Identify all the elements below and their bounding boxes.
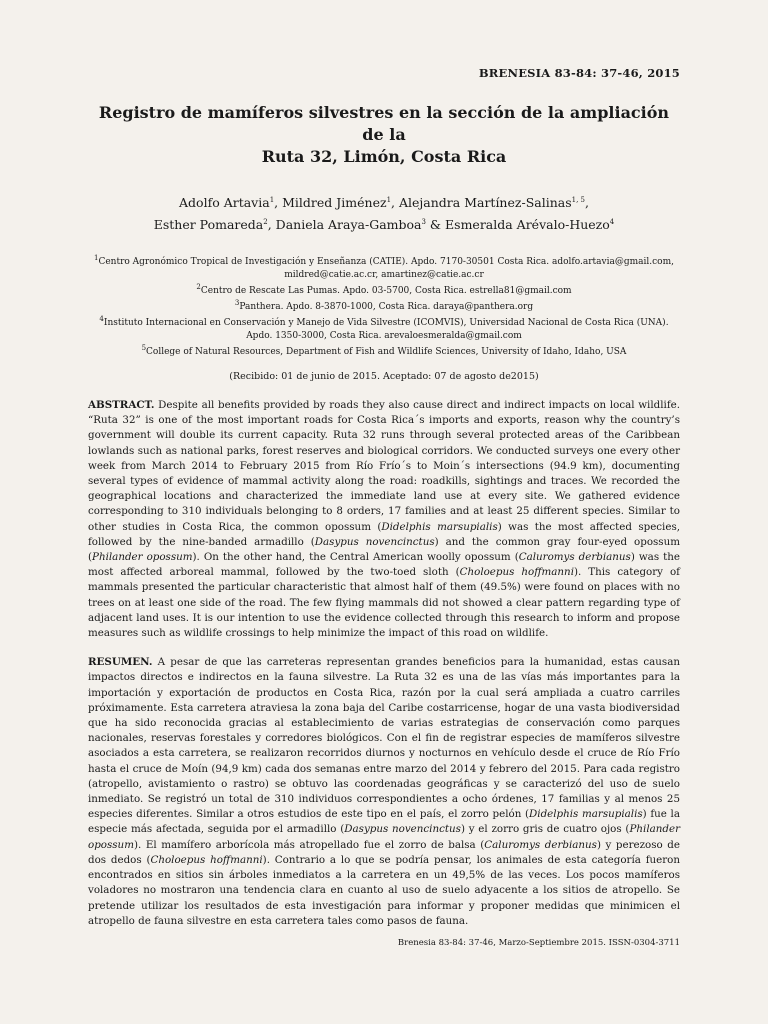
species-name: Caluromys derbianus xyxy=(518,551,631,564)
affiliation: $^1$Centro Agronómico Tropical de Investigación y Enseñanza (CATIE). Apdo. 7170-30501 Costa Rica. adolfo.artavia@gmail.com, mildred@catie.ac.cr, amartinez@catie.ac.cr xyxy=(94,254,674,280)
text-run: ). On the other hand, the Central American woolly opossum ( xyxy=(192,551,519,564)
article-title xyxy=(88,102,680,168)
author-list xyxy=(88,192,680,236)
abstract-label: ABSTRACT. xyxy=(88,399,155,411)
author: Adolfo Artavia$^1$, xyxy=(179,195,283,210)
species-name: Caluromys derbianus xyxy=(484,838,597,851)
received-accepted-dates: (Recibido: 01 de junio de 2015. Aceptado: 07 de agosto de2015) xyxy=(229,371,539,382)
author: Daniela Araya-Gamboa$^3$ & xyxy=(275,217,446,232)
text-run: ) fue la especie más afectada, seguida por el armadillo ( xyxy=(88,808,680,836)
text-run: ). Contrario a lo que se podría pensar, los animales de esta categoría fueron encontrados en sitios sin árboles inmediatos a la carretera en un 49,5% de las veces. Los pocos mamíferos voladores no mostraron una tendencia clara en cuanto al uso de suelo adyacente a los sitios de atropello. Se pretende utilizar los resultados de esta investigación para informar y proponer medidas que minimicen el atropello de fauna silvestre en esta carretera tales como pasos de fauna. xyxy=(88,853,680,927)
affiliation: $^4$Instituto Internacional en Conservación y Manejo de Vida Silvestre (ICOMVIS), Universidad Nacional de Costa Rica (UNA). Apdo. 1350-3000, Costa Rica. arevaloesmeralda@gmail.com xyxy=(99,315,669,341)
affiliation: $^2$Centro de Rescate Las Pumas. Apdo. 03-5700, Costa Rica. estrella81@gmail.com xyxy=(196,283,572,296)
species-name: Dasypus novencinctus xyxy=(344,823,461,836)
affiliation: $^5$College of Natural Resources, Department of Fish and Wildlife Sciences, University of Idaho, Idaho, USA xyxy=(141,344,627,357)
species-name: Philander opossum xyxy=(92,551,193,564)
abstract-body xyxy=(88,399,680,639)
text-run: ). This category of mammals presented the particular characteristic that almost half of them (49.5%) were found on places with no trees on at least one side of the road. The few flying mammals did not showed a clear pattern regarding type of adjacent land uses. It is our intention to use the evidence collected through this research to inform and propose measures such as wildlife crossings to help minimize the impact of this road on wildlife. xyxy=(88,566,680,640)
page-footer: Brenesia 83-84: 37-46, Marzo-Septiembre 2015. ISSN-0304-3711 xyxy=(397,938,680,948)
species-name: Choloepus hoffmanni xyxy=(459,566,574,579)
author: Esther Pomareda$^2$, xyxy=(153,217,276,232)
species-name: Didelphis marsupialis xyxy=(529,808,643,821)
species-name: Choloepus hoffmanni xyxy=(150,853,263,866)
text-run: ). El mamífero arborícola más atropellado fue el zorro de balsa ( xyxy=(133,838,485,851)
species-name: Dasypus novencinctus xyxy=(314,535,435,548)
author: Esmeralda Arévalo-Huezo$^4$ xyxy=(445,217,615,232)
article-title-line-2: Ruta 32, Limón, Costa Rica xyxy=(261,147,507,166)
text-run: ) y el zorro gris de cuatro ojos ( xyxy=(460,823,630,836)
author: Mildred Jiménez$^1$, xyxy=(282,195,399,210)
affiliation: $^3$Panthera. Apdo. 8-3870-1000, Costa Rica. daraya@panthera.org xyxy=(234,299,534,312)
species-name: Didelphis marsupialis xyxy=(381,520,498,533)
species-name: Philander opossum xyxy=(88,823,680,851)
journal-reference: BRENESIA 83-84: 37-46, 2015 xyxy=(478,66,680,80)
text-run: ) was the most affected species, followed by the nine-banded armadillo ( xyxy=(88,520,681,548)
resumen-body xyxy=(88,656,680,926)
text-run: A pesar de que las carreteras representan grandes beneficios para la humanidad, estas causan impactos directos e indirectos en la fauna silvestre. La Ruta 32 es una de las vías más importantes para la importación y exportación de productos en Costa Rica, razón por la cual será ampliada a cuatro carriles próximamente. Esta carretera atraviesa la zona baja del Caribe costarricense, hogar de una vasta biodiversidad que ha sido reconocida gracias al establecimiento de varias estrategias de conservación como parques nacionales, reservas forestales y corredores biológicos. Con el fin de registrar especies de mamíferos silvestre asociados a esta carretera, se realizaron recorridos diurnos y nocturnos en vehículo desde el cruce de Río Frío hasta el cruce de Moín (94,9 km) cada dos semanas entre marzo del 2014 y febrero del 2015. Para cada registro (atropello, avistamiento o rastro) se obtuvo las coordenadas geográficas y se caracterizó del uso de suelo inmediato. Se registró un total de 310 individuos correspondientes a ocho órdenes, 17 familias y al menos 25 especies diferentes. Similar a otros estudios de este tipo en el país, el zorro pelón ( xyxy=(88,656,680,821)
text-run: ) y perezoso de dos dedos ( xyxy=(88,838,680,866)
resumen-label: RESUMEN. xyxy=(88,656,153,669)
author: Alejandra Martínez-Salinas$^{1, 5}$, xyxy=(398,195,589,210)
text-run: ) and the common gray four-eyed opossum ( xyxy=(88,535,680,564)
text-run: Despite all benefits provided by roads they also cause direct and indirect impacts on local wildlife. “Ruta 32” is one of the most important roads for Costa Rica´s imports and exports, reason why the country’s government will double its current capacity. Ruta 32 runs through several protected areas of the Caribbean lowlands such as national parks, forest reserves and biological corridors. We conducted surveys one every other week from March 2014 to February 2015 from Río Frío´s to Moin´s intersections (94.9 km), documenting several types of evidence of mammal activity along the road: roadkills, sightings and traces. We recorded the geographical locations and characterized the immediate land use at every site. We gathered evidence corresponding to 310 individuals belonging to 8 orders, 17 families and at least 25 different species. Similar to other studies in Costa Rica, the common opossum ( xyxy=(88,399,680,533)
abstract-paragraph xyxy=(88,398,680,641)
text-run: ) was the most affected arboreal mammal, followed by the two-toed sloth ( xyxy=(88,551,680,579)
affiliations xyxy=(88,256,680,359)
article-title-line-1: Registro de mamíferos silvestres en la sección de la ampliación de la xyxy=(98,103,670,144)
resumen-paragraph xyxy=(88,655,680,929)
